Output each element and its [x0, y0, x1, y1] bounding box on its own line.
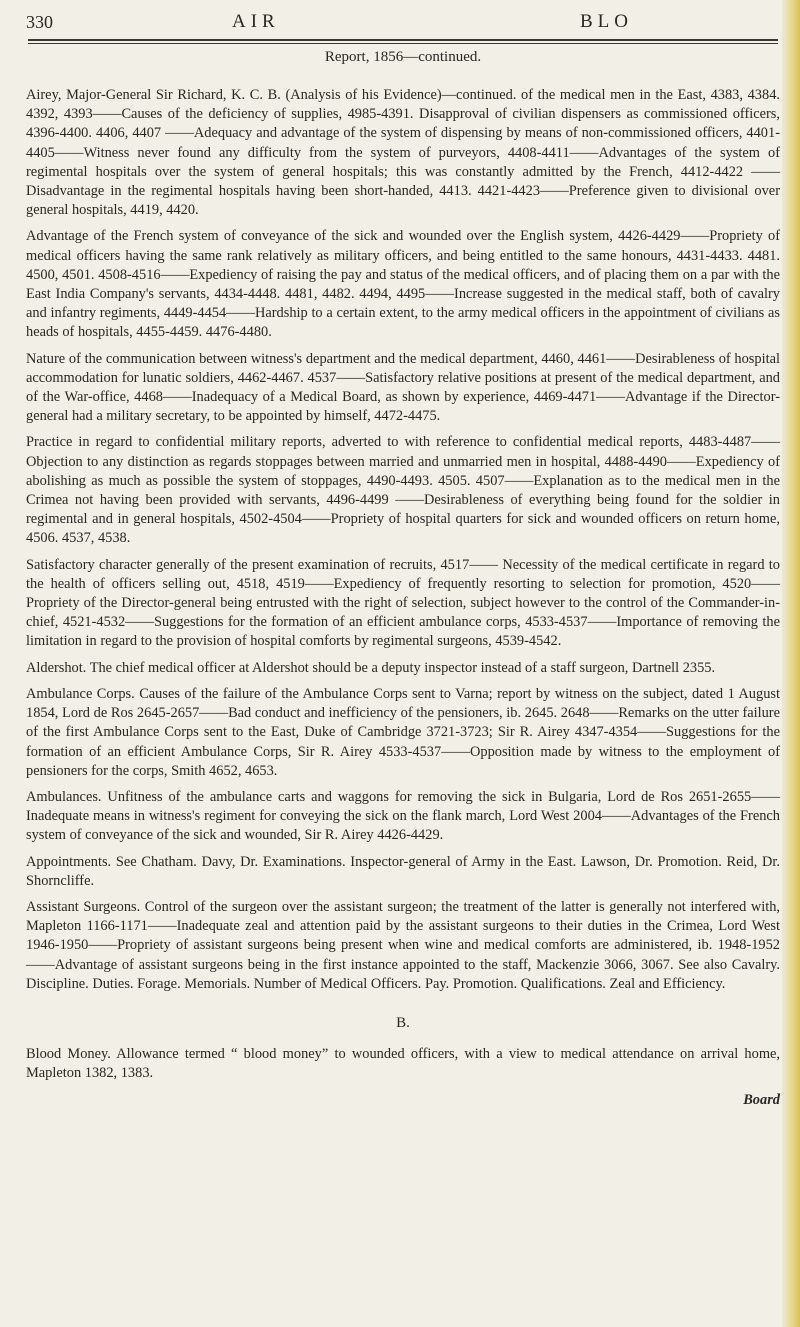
index-entry: Appointments. See Chatham. Davy, Dr. Examinations. Inspector-general of Army in the East. Lawson, Dr. Promotion. Reid, Dr. Shorncliffe. [26, 853, 780, 889]
running-head-left: AIR [232, 11, 280, 32]
header-rule [28, 39, 778, 41]
index-body [26, 86, 780, 1110]
index-entry: Ambulance Corps. Causes of the failure of the Ambulance Corps sent to Varna; report by witness on the subject, dated 1 August 1854, Lord de Ros 2645-2657——Bad conduct and inefficiency of the pensioners, ib. 2645. 2648——Remarks on the utter failure of the first Ambulance Corps sent to the East, Duke of Cambridge 3721-3723; Sir R. Airey 4347-4354——Suggestions for the formation of an efficient Ambulance Corps, Sir R. Airey 4533-4537——Opposition made by witness to the employment of pensioners for the corps, Smith 4652, 4653. [26, 685, 780, 779]
report-subtitle: Report, 1856—continued. [324, 49, 482, 65]
header-rule-thin [28, 43, 778, 44]
catchword: Board [743, 1091, 780, 1108]
section-letter: B. [396, 1014, 410, 1031]
index-entry: Practice in regard to confidential military reports, adverted to with reference to confidential medical reports, 4483-4487——Objection to any distinction as regards stoppages between married and unmarried men in hospital, 4488-4490——Expediency of abolishing as much as possible the system of stoppages, 4490-4493. 4505. 4507——Explanation as to the medical men in the Crimea not having been provided with servants, 4496-4499 ——Desirableness of everything being found for the soldier in regimental and in general hospitals, 4502-4504——Propriety of hospital quarters for sick and wounded officers on return home, 4506. 4537, 4538. [26, 434, 780, 547]
index-entry: Airey, Major-General Sir Richard, K. C. B. (Analysis of his Evidence)—continued. of the medical men in the East, 4383, 4384. 4392, 4393——Causes of the deficiency of supplies, 4985-4391. Disapproval of civilian dispensers as commissioned officers, 4396-4400. 4406, 4407 ——Adequacy and advantage of the system of dispensing by means of non-commissioned officers, 4401-4405——Witness never found any difficulty from the system of purveyors, 4408-4411——Advantages of the system of regimental hospitals over the system of general hospitals; this was constantly admitted by the French, 4412-4422 ——Disadvantage in the regimental hospitals having been short-handed, 4413. 4421-4423——Preference given to divisional over general hospitals, 4419, 4420. [26, 87, 780, 219]
index-entry: Aldershot. The chief medical officer at Aldershot should be a deputy inspector instead of a staff surgeon, Dartnell 2355. [26, 659, 716, 676]
page [26, 0, 780, 1108]
index-entry: Assistant Surgeons. Control of the surgeon over the assistant surgeon; the treatment of the latter is generally not interfered with, Mapleton 1166-1171——Inadequate zeal and attention paid by the assistant surgeons to their duties in the Crimea, Lord West 1946-1950——Propriety of assistant surgeons being present when wine and medical comforts are administered, ib. 1948-1952——Advantage of assistant surgeons being in the first instance appointed to the staff, Mackenzie 3066, 3067. See also Cavalry. Discipline. Duties. Forage. Memorials. Number of Medical Officers. Pay. Promotion. Qualifications. Zeal and Efficiency. [26, 898, 780, 992]
page-number: 330 [26, 12, 53, 32]
index-entry: Advantage of the French system of conveyance of the sick and wounded over the English system, 4426-4429——Propriety of medical officers having the same rank relatively as military officers, and being entitled to the same honours, 4431-4433. 4481. 4500, 4501. 4508-4516——Expediency of raising the pay and status of the medical officers, and of placing them on a par with the East India Company's servants, 4434-4448. 4481, 4482. 4494, 4495——Increase suggested in the medical staff, both of cavalry and infantry regiments, 4449-4454——Hardship to a certain extent, to the army medical officers in the appointment of civilians as heads of hospitals, 4455-4459. 4476-4480. [26, 228, 780, 341]
index-entry: Satisfactory character generally of the present examination of recruits, 4517—— Necessity of the medical certificate in regard to the health of officers selling out, 4518, 4519——Expediency of frequently resorting to selection for promotion, 4520——Propriety of the Director-general being entrusted with the right of selection, subject however to the control of the Commander-in-chief, 4521-4532——Suggestions for the formation of an efficient ambulance corps, 4533-4537——Importance of removing the limitation in regard to the provision of hospital comforts by regimental surgeons, 4539-4542. [26, 556, 780, 650]
page-edge [782, 0, 800, 1327]
index-entry: Nature of the communication between witness's department and the medical department, 4460, 4461——Desirableness of hospital accommodation for lunatic soldiers, 4462-4467. 4537——Satisfactory relative positions at present of the medical department, and of the War-office, 4468——Inadequacy of a Medical Board, as shown by experience, 4469-4471——Advantage if the Director-general had a military secretary, to be appointed by himself, 4472-4475. [26, 350, 780, 425]
index-entry: Blood Money. Allowance termed “ blood money” to wounded officers, with a view to medical attendance on arrival home, Mapleton 1382, 1383. [26, 1046, 780, 1082]
running-head-right: BLO [580, 11, 633, 32]
running-head [26, 0, 780, 36]
index-entry: Ambulances. Unfitness of the ambulance carts and waggons for removing the sick in Bulgaria, Lord de Ros 2651-2655——Inadequate means in witness's regiment for conveying the sick on the flank march, Lord West 2004——Advantages of the French system of conveyance of the sick and wounded, Sir R. Airey 4426-4429. [26, 788, 780, 844]
